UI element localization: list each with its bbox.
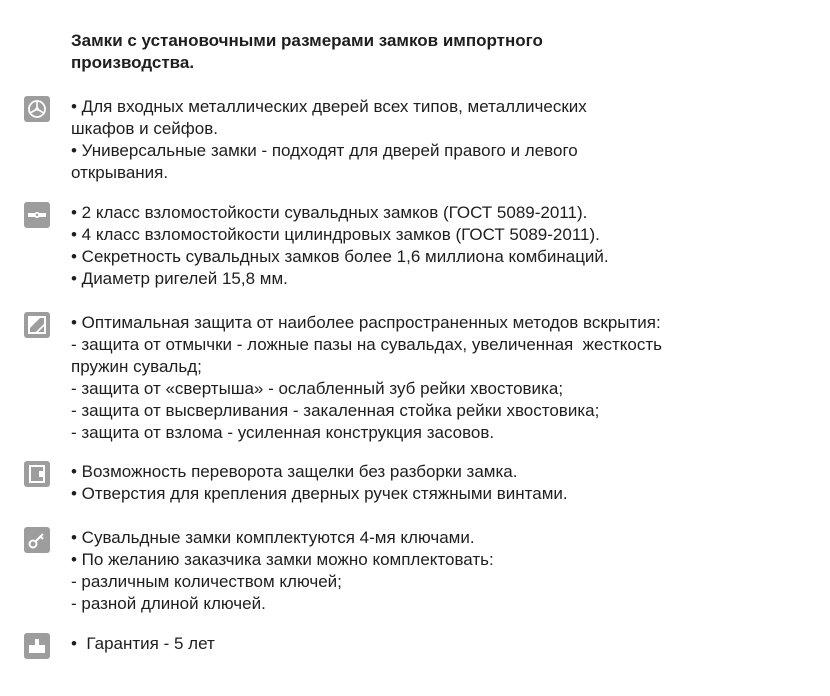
feature-list <box>71 527 811 615</box>
feature-line: • Для входных металлических дверей всех типов, металлических <box>71 97 587 116</box>
feature-line: • 2 класс взломостойкости сувальдных замков (ГОСТ 5089-2011). <box>71 203 588 222</box>
warranty-icon <box>24 633 50 659</box>
feature-list <box>71 633 811 655</box>
feature-line: пружин сувальд; <box>71 357 202 376</box>
feature-line: • Гарантия - 5 лет <box>71 634 215 653</box>
feature-line: шкафов и сейфов. <box>71 119 218 138</box>
feature-list <box>71 461 811 505</box>
bolt-icon <box>24 202 50 228</box>
feature-line: • Отверстия для крепления дверных ручек стяжными винтами. <box>71 484 568 503</box>
feature-line: • Возможность переворота защелки без разборки замка. <box>71 462 518 481</box>
key-icon <box>24 527 50 553</box>
feature-line: - различным количеством ключей; <box>71 572 342 591</box>
feature-line: • Диаметр ригелей 15,8 мм. <box>71 269 288 288</box>
feature-line: открывания. <box>71 163 169 182</box>
shield-corner-icon <box>24 312 50 338</box>
title-line-1: Замки с установочными размерами замков импортного <box>71 31 543 50</box>
feature-line: - защита от высверливания - закаленная стойка рейки хвостовика; <box>71 401 600 420</box>
feature-line: • Универсальные замки - подходят для дверей правого и левого <box>71 141 578 160</box>
feature-line: • Сувальдные замки комплектуются 4-мя ключами. <box>71 528 475 547</box>
feature-line: - разной длиной ключей. <box>71 594 266 613</box>
feature-line: - защита от взлома - усиленная конструкция засовов. <box>71 423 495 442</box>
latch-icon <box>24 461 50 487</box>
page-title <box>71 30 711 74</box>
feature-list <box>71 312 811 444</box>
steering-wheel-icon <box>24 96 50 122</box>
feature-list <box>71 96 811 184</box>
feature-line: • 4 класс взломостойкости цилиндровых замков (ГОСТ 5089-2011). <box>71 225 600 244</box>
feature-line: • По желанию заказчика замки можно комплектовать: <box>71 550 494 569</box>
feature-line: • Оптимальная защита от наиболее распространенных методов вскрытия: <box>71 313 661 332</box>
feature-line: • Секретность сувальдных замков более 1,6 миллиона комбинаций. <box>71 247 609 266</box>
feature-line: - защита от «свертыша» - ослабленный зуб рейки хвостовика; <box>71 379 564 398</box>
title-line-2: производства. <box>71 53 195 72</box>
feature-list <box>71 202 811 290</box>
feature-line: - защита от отмычки - ложные пазы на сувальдах, увеличенная жесткость <box>71 335 663 354</box>
